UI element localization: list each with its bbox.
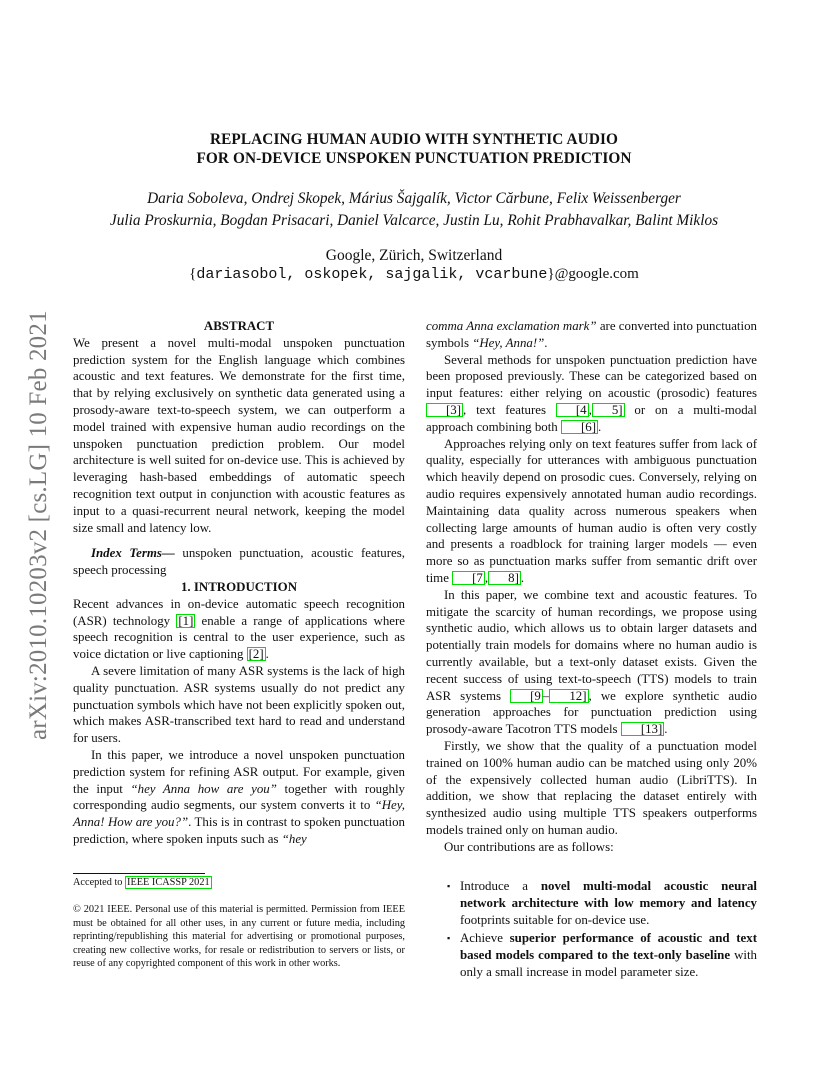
left-column xyxy=(73,318,405,848)
intro-paragraph-2: A severe limitation of many ASR systems is the lack of high quality punctuation. ASR systems usually do not predict any punctuation symbols which have not been explicitly spoken out, which makes ASR-transcribed text hard to read and understand for users. xyxy=(73,663,405,746)
intro-p1-end: . xyxy=(265,647,269,662)
index-terms xyxy=(73,545,405,579)
intro-p3-quote-1: “hey Anna how are you” xyxy=(130,781,277,796)
citation-link[interactable]: [4 xyxy=(556,403,589,417)
abstract-text: We present a novel multi-modal unspoken punctuation prediction system for the English language which combines acoustic and text features. We demonstrate for the first time, that by relying exclusively on synthetic data generated using a prosody-aware text-to-speech system, we can outperform a model trained with expensive human audio recordings on the unspoken punctuation prediction problem. Our model architecture is well suited for on-device use. This is achieved by leveraging hash-based embeddings of automatic speech recognition text output in conjunction with acoustic features as input to a quasi-recurrent neural network, keeping the model size small and latency low. xyxy=(73,335,405,535)
arxiv-identifier: arXiv:2010.10203v2 [cs.LG] 10 Feb 2021 xyxy=(25,310,52,740)
contribution-item-1 xyxy=(447,878,757,928)
r3-end: . xyxy=(664,722,668,737)
citation-link[interactable]: 5] xyxy=(592,403,625,417)
footnote xyxy=(73,876,212,890)
intro-p1-text-a: Recent advances in on-device automatic speech recognition (ASR) technology xyxy=(73,596,405,628)
r3-text-a: In this paper, we combine text and acoustic features. To mitigate the scarcity of human recordings, we propose using synthetic audio, which allows us to obtain larger datasets and potentially train models for domains where no human audio is currently available, but a text-only dataset exists. Given the recent success of using text-to-speech (TTS) models to train ASR systems xyxy=(426,587,757,703)
affiliation: Google, Zürich, Switzerland xyxy=(325,247,503,264)
citation-link[interactable]: [13] xyxy=(621,722,664,736)
footnote-prefix: Accepted to xyxy=(73,877,126,888)
r1-text-c: or on a multi-modal approach combining both xyxy=(426,402,757,434)
intro-p3-text-c: . This is in contrast to spoken punctuation prediction, where spoken inputs such as xyxy=(73,815,405,846)
citation-link[interactable]: 12] xyxy=(549,689,588,703)
intro-p3-quote-3: “hey xyxy=(281,831,307,846)
r0-quote-2: “Hey, Anna!” xyxy=(472,335,545,350)
paper-title xyxy=(120,130,708,168)
r0-end: . xyxy=(544,335,548,350)
right-paragraph-5: Our contributions are as follows: xyxy=(444,839,614,854)
index-terms-text: unspoken punctuation, acoustic features, speech processing xyxy=(73,546,405,578)
contribution-post: with only a small increase in model parameter size. xyxy=(460,947,757,979)
right-paragraph-1: Several methods for unspoken punctuation prediction have been proposed previously. These can be categorized based on input features: either relying on acoustic (prosodic) features [3] , text features [4 , 5] or on a multi-modal approach combining both [6] . xyxy=(426,352,757,434)
contribution-text xyxy=(460,878,757,928)
author-list xyxy=(80,188,748,232)
bullet-icon: ▪ xyxy=(447,933,451,943)
emails-list: dariasobol, oskopek, sajgalik, vcarbune xyxy=(196,266,548,283)
r0-text: are converted into punctuation symbols xyxy=(426,319,757,350)
citation-link[interactable]: [7 xyxy=(452,571,485,585)
copyright-notice: © 2021 IEEE. Personal use of this material is permitted. Permission from IEEE must be obtained for all other uses, in any current or future media, including reprinting/republishing this material for advertising or promotional purposes, creating new collective works, for resale or redistribution to servers or lists, or reuse of any copyrighted component of this work in other works. xyxy=(73,904,405,970)
contribution-post: footprints suitable for on-device use. xyxy=(460,912,650,927)
index-terms-label: Index Terms— xyxy=(91,546,175,561)
r2-text-a: Approaches relying only on text features suffer from lack of quality, especially for utterances with ambiguous punctuation which heavily depend on prosodic cues. Conversely, relying on audio requires expensively annotated human audio recordings. Maintaining data quality across numerous speakers when collecting large amounts of human audio is often very costly and presents a roadblock for training larger models — even more so as punctuation marks suffer from semantic drift over time xyxy=(426,436,757,585)
authors-line-1: Daria Soboleva, Ondrej Skopek, Márius Šajgalík, Victor Cărbune, Felix Weissenberger xyxy=(147,190,681,207)
intro-p3-quote-2: “Hey, Anna! How are you?” xyxy=(73,798,405,830)
citation-link[interactable]: [3] xyxy=(426,403,463,417)
footnote-rule xyxy=(73,873,205,874)
right-paragraph-2: Approaches relying only on text features suffer from lack of quality, especially for utterances with ambiguous punctuation which heavily depend on prosodic cues. Conversely, relying on audio requires expensively annotated human audio recordings. Maintaining data quality across numerous speakers when collecting large amounts of human audio is often very costly and presents a roadblock for training larger models — even more so as punctuation marks suffer from semantic drift over time [7 , 8] . xyxy=(426,436,757,585)
citation-link[interactable]: 8] xyxy=(488,571,521,585)
introduction-heading: 1. INTRODUCTION xyxy=(180,579,298,594)
contribution-item-2 xyxy=(447,930,757,980)
intro-paragraph-3 xyxy=(73,747,405,848)
citation-link[interactable]: [1] xyxy=(178,613,194,628)
intro-p3-text-b: together with roughly corresponding audio segments, our system converts it to xyxy=(73,781,405,813)
right-paragraph-0 xyxy=(426,318,757,352)
r1-end: . xyxy=(598,419,602,434)
conference-link[interactable]: IEEE ICASSP 2021 xyxy=(127,877,210,888)
right-paragraph-3: In this paper, we combine text and acoustic features. To mitigate the scarcity of human recordings, we propose using synthetic audio, which allows us to obtain larger datasets and potentially train models for domains where no human audio is currently available, but a text-only dataset exists. Given the recent success of using text-to-speech (TTS) models to train ASR systems [9 – 12] , we explore synthetic audio generation approaches for punctuation prediction using prosody-aware Tacotron TTS models [13] . xyxy=(426,587,757,737)
r2-end: . xyxy=(520,570,525,585)
r3-text-b: , we explore synthetic audio generation approaches for punctuation prediction using prosody-aware Tacotron TTS models xyxy=(426,688,757,737)
citation-link[interactable]: [2] xyxy=(248,647,264,662)
intro-p3-text-a: In this paper, we introduce a novel unspoken punctuation prediction system for refining ASR output. For example, given the input xyxy=(73,747,405,796)
intro-paragraph-1 xyxy=(73,596,405,663)
citation-link[interactable]: [6] xyxy=(561,420,598,434)
right-paragraph-4: Firstly, we show that the quality of a punctuation model trained on 100% human audio can be matched using only 20% of the expensively collected human audio (LibriTTS). In addition, we show that replacing the dataset entirely with synthesized audio using multiple TTS speakers outperforms models trained only on human audio. xyxy=(426,738,757,837)
right-column xyxy=(426,318,757,856)
r1-text-b: , text features xyxy=(463,402,556,417)
abstract-heading: ABSTRACT xyxy=(203,319,275,333)
contribution-bold: novel multi-modal acoustic neural network architecture with low memory and latency xyxy=(460,879,757,910)
r1-text-a: Several methods for unspoken punctuation prediction have been proposed previously. These can be categorized based on input features: either relying on acoustic (prosodic) features xyxy=(426,352,757,401)
contribution-text xyxy=(460,930,757,980)
intro-p1-text-b: enable a range of applications where speech recognition is central to the user experience, such as voice dictation or live captioning xyxy=(73,613,405,662)
author-emails xyxy=(100,264,728,285)
title-line-1: REPLACING HUMAN AUDIO WITH SYNTHETIC AUDIO xyxy=(209,131,619,148)
bullet-icon: ▪ xyxy=(447,881,451,891)
emails-open-brace: { xyxy=(189,266,197,282)
emails-domain: }@google.com xyxy=(547,266,639,282)
citation-link[interactable]: [9 xyxy=(510,689,543,703)
contribution-pre: Achieve xyxy=(460,931,510,945)
contribution-bold: superior performance of acoustic and text based models compared to the text-only baseline xyxy=(460,931,757,962)
r0-quote: comma Anna exclamation mark” xyxy=(426,319,597,333)
contribution-pre: Introduce a xyxy=(460,879,541,893)
title-line-2: FOR ON-DEVICE UNSPOKEN PUNCTUATION PREDICTION xyxy=(196,150,632,167)
authors-line-2: Julia Proskurnia, Bogdan Prisacari, Daniel Valcarce, Justin Lu, Rohit Prabhavalkar, Balint Miklos xyxy=(109,212,719,229)
